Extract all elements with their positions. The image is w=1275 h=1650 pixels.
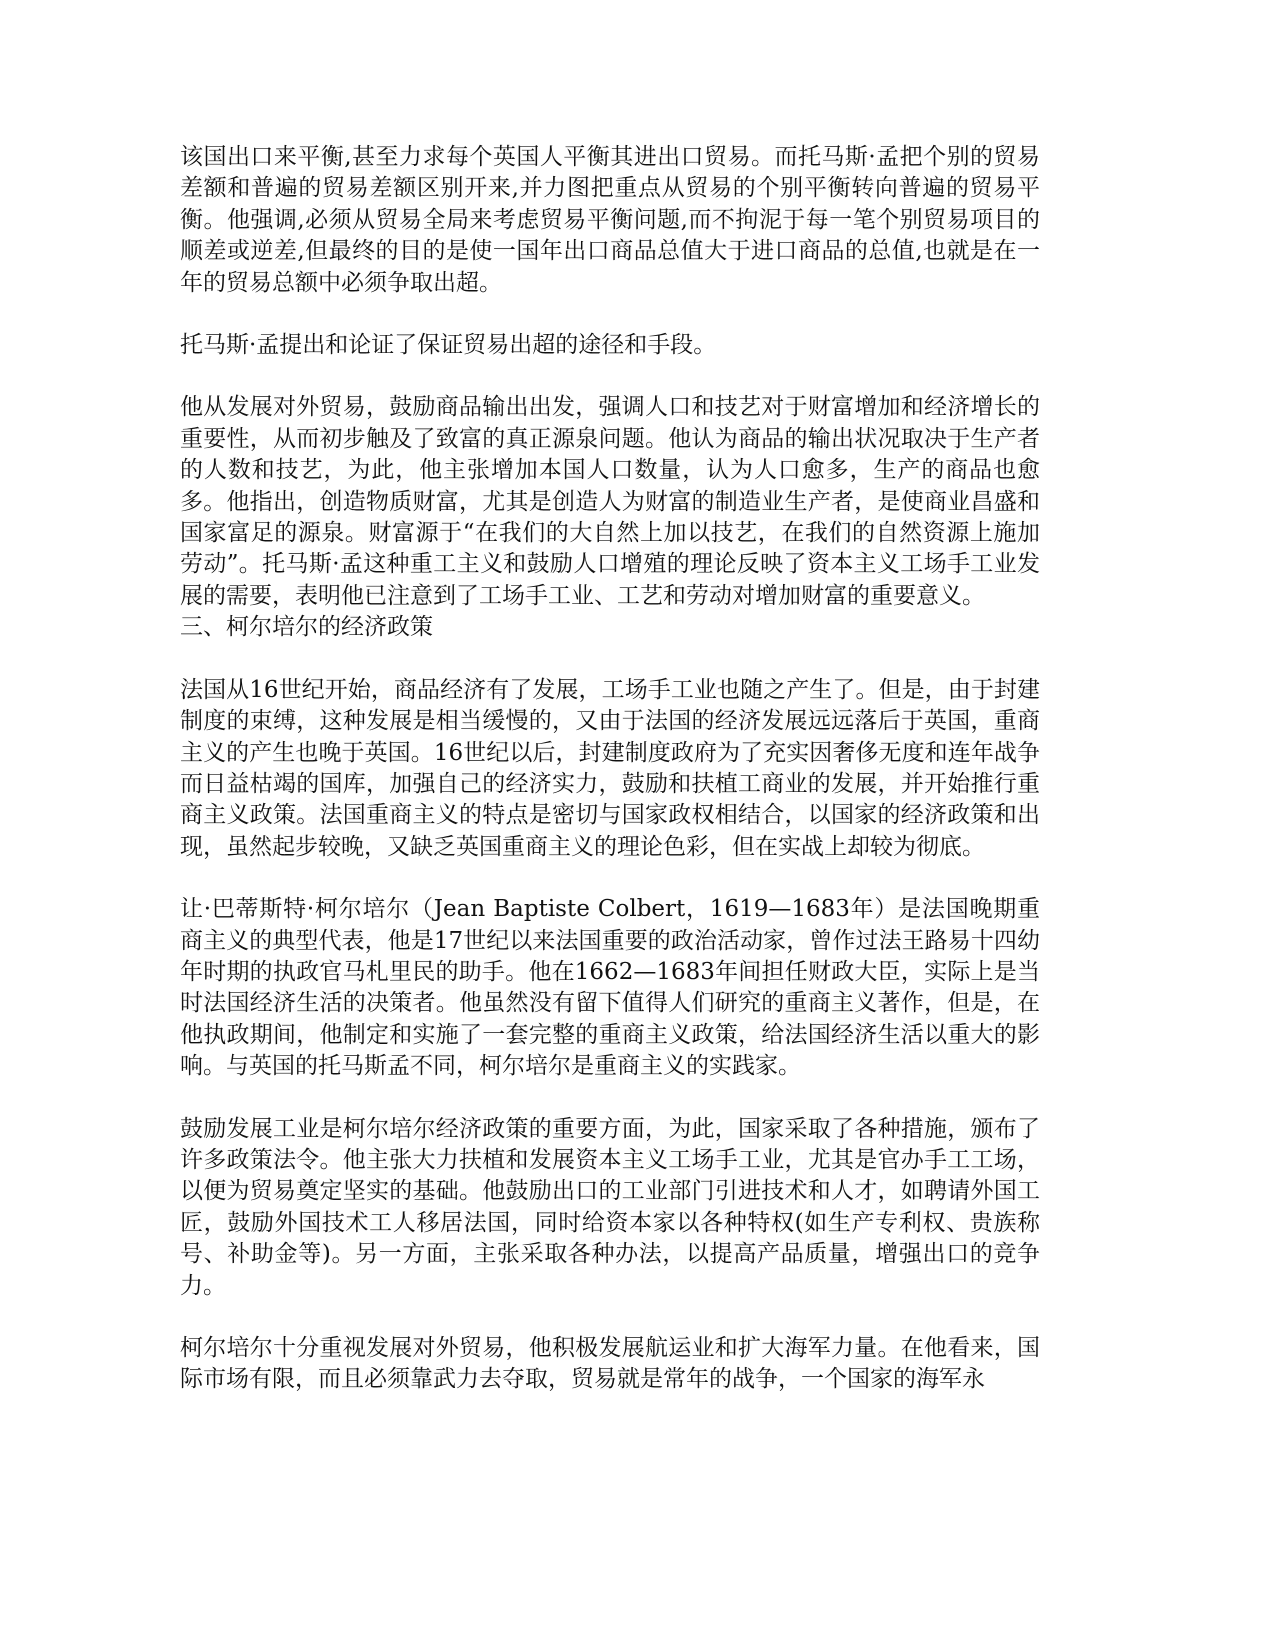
paragraph-spacer [180, 863, 1040, 894]
paragraph-population-and-skill: 他从发展对外贸易，鼓励商品输出出发，强调人口和技艺对于财富增加和经济增长的重要性，从而初步触及了致富的真正源泉问题。他认为商品的输出状况取决于生产者的人数和技艺，为此，他主张增加本国人口数量，认为人口愈多，生产的商品也愈多。他指出，创造物质财富，尤其是创造人为财富的制造业生产者，是使商业昌盛和国家富足的源泉。财富源于“在我们的大自然上加以技艺，在我们的自然资源上施加劳动”。托马斯·孟这种重工主义和鼓励人口增殖的理论反映了资本主义工场手工业发展的需要，表明他已注意到了工场手工业、工艺和劳动对增加财富的重要意义。 [180, 394, 1040, 609]
paragraph-spacer [180, 644, 1040, 675]
paragraph-industry-policy: 鼓励发展工业是柯尔培尔经济政策的重要方面，为此，国家采取了各种措施，颁布了许多政策法令。他主张大力扶植和发展资本主义工场手工业，尤其是官办手工工场，以便为贸易奠定坚实的基础。他鼓励出口的工业部门引进技术和人才，如聘请外国工匠，鼓励外国技术工人移居法国，同时给资本家以各种特权(如生产专利权、贵族称号、补助金等)。另一方面，主张采取各种办法，以提高产品质量，增强出口的竞争力。 [180, 1115, 1040, 1299]
document-page [180, 142, 1040, 1396]
paragraph-spacer [180, 361, 1040, 392]
section-heading-colbert: 三、柯尔培尔的经济政策 [180, 614, 433, 641]
paragraph-trade-surplus-means: 托马斯·孟提出和论证了保证贸易出超的途径和手段。 [180, 332, 717, 359]
paragraph-spacer [180, 1083, 1040, 1114]
paragraph-foreign-trade: 柯尔培尔十分重视发展对外贸易，他积极发展航运业和扩大海军力量。在他看来，国际市场有限，而且必须靠武力去夺取，贸易就是常年的战争，一个国家的海军永 [180, 1335, 1040, 1393]
paragraph-trade-balance: 该国出口来平衡,甚至力求每个英国人平衡其进出口贸易。而托马斯·孟把个别的贸易差额和普遍的贸易差额区别开来,并力图把重点从贸易的个别平衡转向普遍的贸易平衡。他强调,必须从贸易全局来考虑贸易平衡问题,而不拘泥于每一笔个别贸易项目的顺差或逆差,但最终的目的是使一国年出口商品总值大于进口商品的总值,也就是在一年的贸易总额中必须争取出超。 [180, 144, 1040, 296]
paragraph-spacer [180, 299, 1040, 330]
paragraph-french-mercantilism: 法国从16世纪开始，商品经济有了发展，工场手工业也随之产生了。但是，由于封建制度的束缚，这种发展是相当缓慢的，又由于法国的经济发展远远落后于英国，重商主义的产生也晚于英国。16世纪以后，封建制度政府为了充实因奢侈无度和连年战争而日益枯竭的国库，加强自己的经济实力，鼓励和扶植工商业的发展，并开始推行重商主义政策。法国重商主义的特点是密切与国家政权相结合，以国家的经济政策和出现，虽然起步较晚，又缺乏英国重商主义的理论色彩，但在实战上却较为彻底。 [180, 676, 1040, 860]
paragraph-spacer [180, 1302, 1040, 1333]
paragraph-colbert-biography: 让·巴蒂斯特·柯尔培尔（Jean Baptiste Colbert，1619—1683年）是法国晚期重商主义的典型代表，他是17世纪以来法国重要的政治活动家，曾作过法王路易十四幼年时期的执政官马札里民的助手。他在1662—1683年间担任财政大臣，实际上是当时法国经济生活的决策者。他虽然没有留下值得人们研究的重商主义著作，但是，在他执政期间，他制定和实施了一套完整的重商主义政策，给法国经济生活以重大的影响。与英国的托马斯孟不同，柯尔培尔是重商主义的实践家。 [180, 896, 1040, 1080]
